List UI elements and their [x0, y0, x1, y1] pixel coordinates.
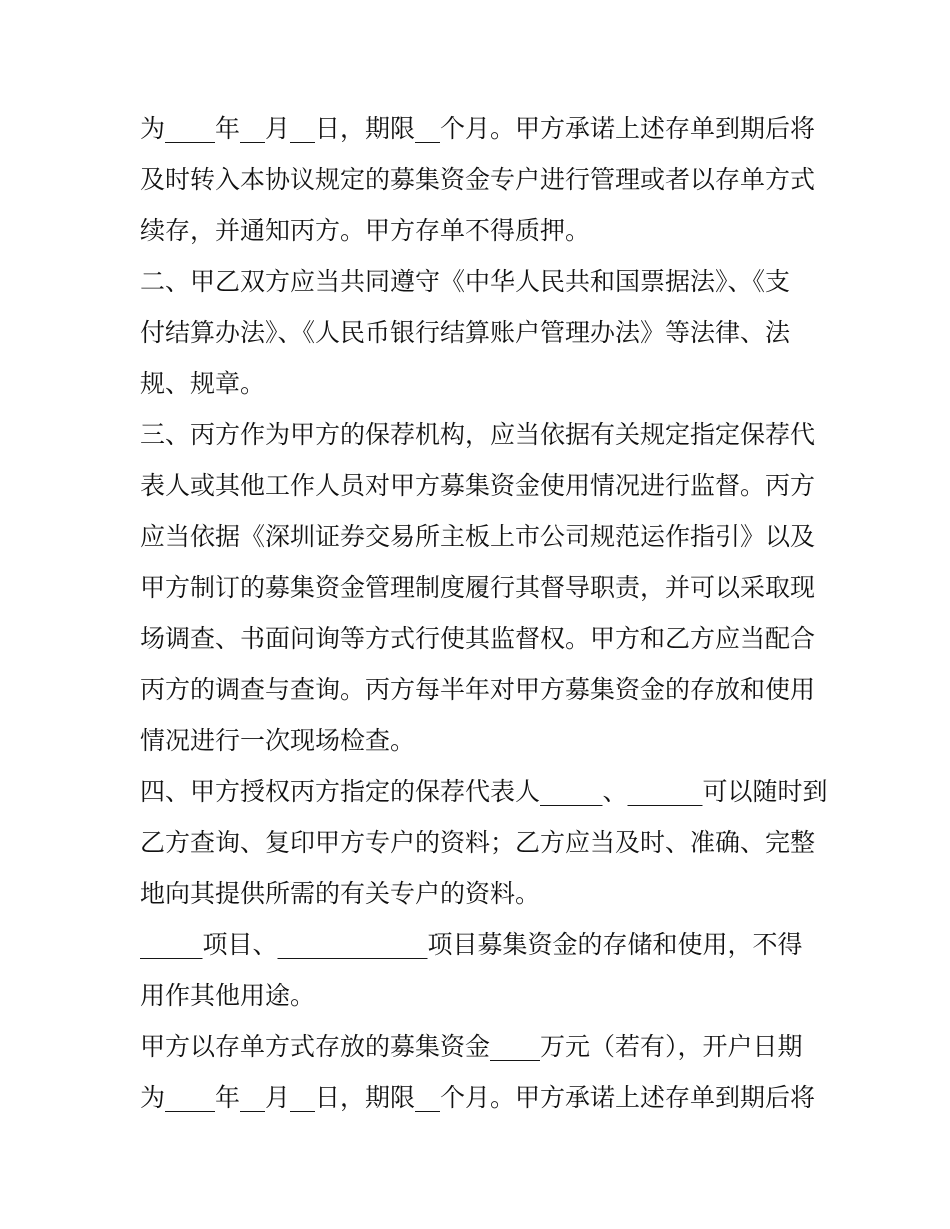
text-line-9: 应当依据《深圳证券交易所主板上市公司规范运作指引》以及 [140, 522, 816, 551]
text-line-3: 续存，并通知丙方。甲方存单不得质押。 [140, 216, 591, 245]
text-line-20: 为____年__月__日，期限__个月。甲方承诺上述存单到期后将 [140, 1083, 816, 1112]
text-line-13: 情况进行一次现场检查。 [140, 726, 416, 755]
text-line-5: 付结算办法》、《人民币银行结算账户管理办法》等法律、法 [140, 318, 791, 347]
text-line-19: 甲方以存单方式存放的募集资金____万元（若有），开户日期 [140, 1032, 803, 1061]
text-line-11: 场调查、书面问询等方式行使其监督权。甲方和乙方应当配合 [140, 624, 816, 653]
text-line-7: 三、丙方作为甲方的保荐机构，应当依据有关规定指定保荐代 [140, 420, 816, 449]
text-line-18: 用作其他用途。 [140, 981, 316, 1010]
text-line-14: 四、甲方授权丙方指定的保荐代表人_____、______可以随时到 [140, 777, 828, 806]
text-line-4: 二、甲乙双方应当共同遵守《中华人民共和国票据法》、《支 [140, 267, 791, 296]
text-line-15: 乙方查询、复印甲方专户的资料；乙方应当及时、准确、完整 [140, 828, 816, 857]
text-line-17: _____项目、____________项目募集资金的存储和使用，不得 [140, 930, 803, 959]
document-page [140, 103, 828, 1123]
text-line-1: 为____年__月__日，期限__个月。甲方承诺上述存单到期后将 [140, 114, 816, 143]
text-line-6: 规、规章。 [140, 369, 266, 398]
text-line-10: 甲方制订的募集资金管理制度履行其督导职责，并可以采取现 [140, 573, 816, 602]
text-line-16: 地向其提供所需的有关专户的资料。 [140, 879, 541, 908]
text-line-2: 及时转入本协议规定的募集资金专户进行管理或者以存单方式 [140, 165, 816, 194]
text-line-8: 表人或其他工作人员对甲方募集资金使用情况进行监督。丙方 [140, 471, 816, 500]
text-line-12: 丙方的调查与查询。丙方每半年对甲方募集资金的存放和使用 [140, 675, 816, 704]
